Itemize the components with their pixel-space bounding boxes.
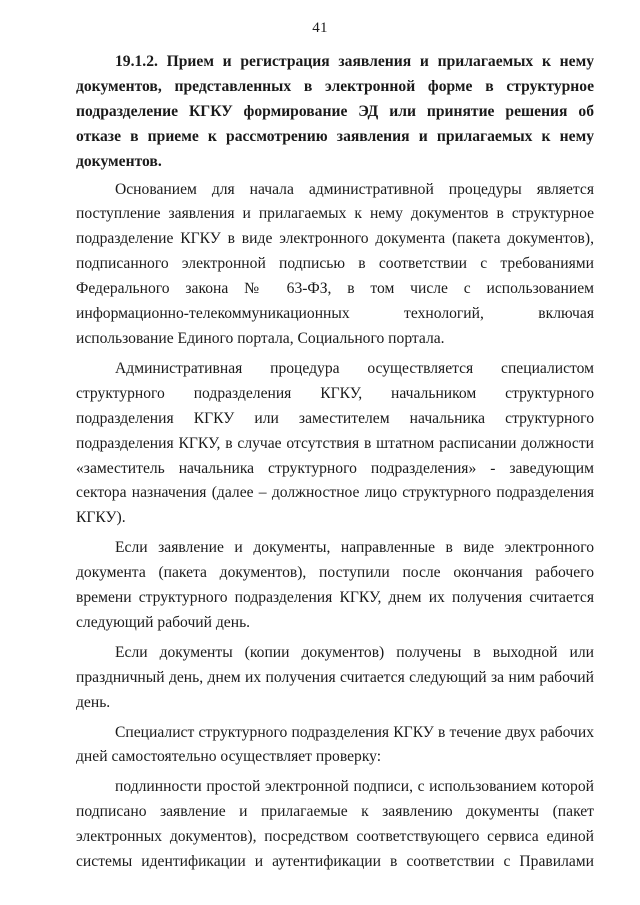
paragraph-verification: Специалист структурного подразделения КГКУ в течение двух рабочих дней самостоятельно осуществляет проверку: <box>76 723 594 766</box>
document-body <box>76 50 594 875</box>
section-heading: 19.1.2. Прием и регистрация заявления и прилагаемых к нему документов, представленных в электронной форме в структурное подразделение КГКУ формирование ЭД или принятие решения об отказе в приеме к рассмотрению заявления и прилагаемых к нему документов. <box>76 53 594 170</box>
paragraph-holiday: Если документы (копии документов) получены в выходной или праздничный день, днем их получения считается следующий за ним рабочий день. <box>76 643 594 711</box>
paragraph-responsible: Административная процедура осуществляется специалистом структурного подразделения КГКУ, начальником структурного подразделения КГКУ или заместителем начальника структурного подразделения КГКУ, в случае отсутствия в штатном расписании должности «заместитель начальника структурного подразделения» - заведующим сектора назначения (далее – должностное лицо структурного подразделения КГКУ). <box>76 359 594 527</box>
page-number: 41 <box>312 20 328 36</box>
paragraph-after-hours: Если заявление и документы, направленные в виде электронного документа (пакета документов), поступили после окончания рабочего времени структурного подразделения КГКУ, днем их получения считается следующий рабочий день. <box>76 539 594 631</box>
paragraph-basis: Основанием для начала административной процедуры является поступление заявления и прилагаемых к нему документов в структурное подразделение КГКУ в виде электронного документа (пакета документов), подписанного электронной подписью в соответствии с требованиями Федерального закона № 63-ФЗ, в том числе с использованием информационно-телекоммуникационных технологий, включая использование Единого портала, Социального портала. <box>76 180 594 347</box>
paragraph-signature-check: подлинности простой электронной подписи, с использованием которой подписано заявление и прилагаемые к заявлению документы (пакет электронных документов), посредством соответствующего сервиса единой системы идентификации и аутентификации в соответствии с Правилами <box>76 778 594 871</box>
